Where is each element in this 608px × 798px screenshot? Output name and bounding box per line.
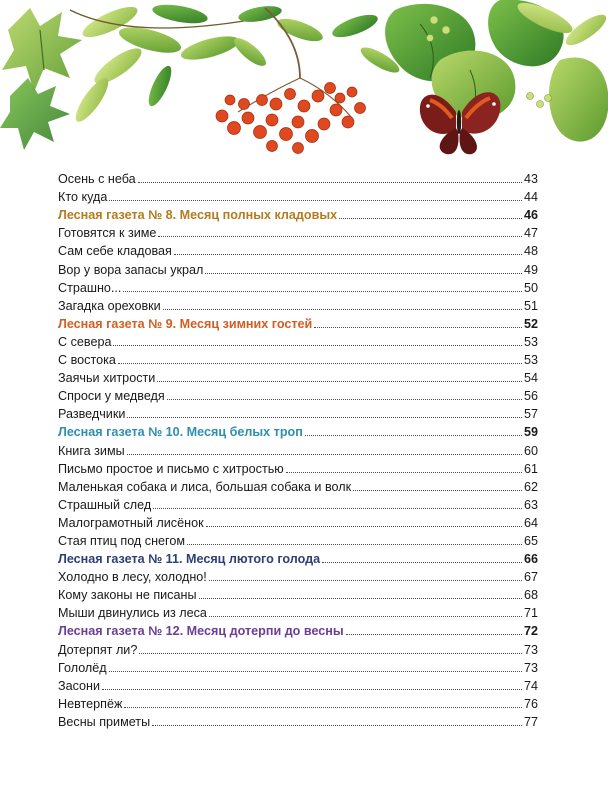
toc-row <box>58 512 538 530</box>
toc-page-number: 73 <box>523 660 538 675</box>
toc-page-number: 67 <box>523 570 538 585</box>
toc-row <box>58 638 538 656</box>
toc-page-number: 72 <box>523 624 538 639</box>
toc-dot-leader <box>102 689 522 690</box>
toc-page-number: 46 <box>523 208 538 223</box>
toc-entry-title: Разведчики <box>58 407 126 422</box>
toc-dot-leader <box>322 562 522 563</box>
toc-row <box>58 295 538 313</box>
toc-dot-leader <box>113 345 522 346</box>
toc-dot-leader <box>209 616 522 617</box>
toc-entry-title: Письмо простое и письмо с хитростью <box>58 461 284 476</box>
toc-dot-leader <box>158 236 522 237</box>
toc-entry-title: Малограмотный лисёнок <box>58 515 204 530</box>
toc-entry-title: Мыши двинулись из леса <box>58 606 207 621</box>
toc-row <box>58 403 538 421</box>
toc-page-number: 48 <box>523 244 538 259</box>
leaves-illustration <box>0 0 608 162</box>
toc-page-number: 50 <box>523 280 538 295</box>
toc-row <box>58 693 538 711</box>
toc-dot-leader <box>109 671 522 672</box>
toc-row <box>58 439 538 457</box>
toc-row <box>58 584 538 602</box>
toc-row <box>58 258 538 276</box>
toc-dot-leader <box>153 508 522 509</box>
toc-row <box>58 222 538 240</box>
toc-section-title: Лесная газета № 10. Месяц белых троп <box>58 425 303 440</box>
toc-dot-leader <box>167 399 522 400</box>
toc-page-number: 63 <box>523 497 538 512</box>
toc-page-number: 44 <box>523 190 538 205</box>
toc-row <box>58 331 538 349</box>
toc-dot-leader <box>314 327 522 328</box>
toc-page-number: 74 <box>523 678 538 693</box>
toc-dot-leader <box>206 526 522 527</box>
toc-row <box>58 385 538 403</box>
toc-row <box>58 711 538 729</box>
toc-row <box>58 349 538 367</box>
toc-page-number: 64 <box>523 515 538 530</box>
toc-page-number: 76 <box>523 696 538 711</box>
toc-section-title: Лесная газета № 8. Месяц полных кладовых <box>58 208 338 223</box>
toc-section-row <box>58 313 538 331</box>
toc-entry-title: Вор у вора запасы украл <box>58 262 204 277</box>
toc-entry-title: Засони <box>58 678 101 693</box>
toc-dot-leader <box>157 381 522 382</box>
toc-entry-title: Страшно... <box>58 280 122 295</box>
toc-entry-title: Спроси у медведя <box>58 389 165 404</box>
toc-dot-leader <box>127 454 522 455</box>
toc-row <box>58 657 538 675</box>
toc-entry-title: Готовятся к зиме <box>58 226 157 241</box>
toc-row <box>58 494 538 512</box>
toc-dot-leader <box>305 435 522 436</box>
toc-entry-title: Сам себе кладовая <box>58 244 172 259</box>
toc-page-number: 61 <box>523 461 538 476</box>
toc-row <box>58 277 538 295</box>
toc-dot-leader <box>209 580 522 581</box>
ash-leaves-icon <box>70 1 250 126</box>
toc-entry-title: Кому законы не писаны <box>58 588 197 603</box>
toc-page-number: 53 <box>523 353 538 368</box>
toc-row <box>58 458 538 476</box>
toc-dot-leader <box>346 634 522 635</box>
toc-dot-leader <box>109 200 522 201</box>
toc-section-row <box>58 421 538 439</box>
toc-entry-title: С востока <box>58 353 116 368</box>
toc-page-number: 57 <box>523 407 538 422</box>
toc-page-number: 66 <box>523 552 538 567</box>
toc-dot-leader <box>127 417 522 418</box>
toc-row <box>58 240 538 258</box>
rowan-berries-icon <box>216 83 366 154</box>
toc-section-title: Лесная газета № 9. Месяц зимних гостей <box>58 316 313 331</box>
toc-entry-title: Страшный след <box>58 497 152 512</box>
toc-page-number: 49 <box>523 262 538 277</box>
toc-dot-leader <box>286 472 522 473</box>
maple-leaf-left-icon <box>0 8 82 150</box>
toc-page-number: 60 <box>523 443 538 458</box>
toc-row <box>58 186 538 204</box>
toc-entry-title: Загадка ореховки <box>58 298 161 313</box>
toc-section-title: Лесная газета № 12. Месяц дотерпи до весны <box>58 624 344 639</box>
toc-page-number: 54 <box>523 371 538 386</box>
toc-dot-leader <box>353 490 522 491</box>
toc-section-title: Лесная газета № 11. Месяц лютого голода <box>58 552 321 567</box>
toc-row <box>58 367 538 385</box>
toc-entry-title: Заячьи хитрости <box>58 371 156 386</box>
toc-entry-title: Осень с неба <box>58 172 136 187</box>
toc-page-number: 71 <box>523 606 538 621</box>
toc-dot-leader <box>174 254 522 255</box>
toc-page-number: 73 <box>523 642 538 657</box>
toc-entry-title: С севера <box>58 334 112 349</box>
toc-page-number: 62 <box>523 479 538 494</box>
toc-row <box>58 602 538 620</box>
toc-page-number: 52 <box>523 316 538 331</box>
table-of-contents <box>58 168 538 729</box>
toc-page-number: 56 <box>523 389 538 404</box>
toc-page-number: 53 <box>523 334 538 349</box>
toc-dot-leader <box>187 544 522 545</box>
toc-page-number: 47 <box>523 226 538 241</box>
toc-entry-title: Невтерпёж <box>58 696 123 711</box>
toc-dot-leader <box>205 273 522 274</box>
toc-entry-title: Дотерпят ли? <box>58 642 138 657</box>
toc-dot-leader <box>163 309 522 310</box>
toc-entry-title: Гололёд <box>58 660 107 675</box>
toc-entry-title: Книга зимы <box>58 443 125 458</box>
toc-row <box>58 476 538 494</box>
toc-page-number: 43 <box>523 172 538 187</box>
toc-dot-leader <box>124 707 522 708</box>
toc-dot-leader <box>138 182 522 183</box>
toc-entry-title: Маленькая собака и лиса, большая собака и волк <box>58 479 352 494</box>
toc-dot-leader <box>123 291 522 292</box>
toc-row <box>58 675 538 693</box>
toc-section-row <box>58 620 538 638</box>
toc-entry-title: Стая птиц под снегом <box>58 533 186 548</box>
toc-dot-leader <box>339 218 522 219</box>
toc-dot-leader <box>139 653 522 654</box>
toc-row <box>58 168 538 186</box>
toc-entry-title: Весны приметы <box>58 714 151 729</box>
toc-page-number: 65 <box>523 533 538 548</box>
toc-row <box>58 530 538 548</box>
toc-row <box>58 566 538 584</box>
toc-page-number: 59 <box>523 425 538 440</box>
toc-entry-title: Кто куда <box>58 190 108 205</box>
toc-page-number: 51 <box>523 298 538 313</box>
toc-section-row <box>58 204 538 222</box>
toc-page-number: 77 <box>523 714 538 729</box>
toc-section-row <box>58 548 538 566</box>
toc-dot-leader <box>152 725 522 726</box>
toc-dot-leader <box>118 363 522 364</box>
toc-page-number: 68 <box>523 588 538 603</box>
toc-dot-leader <box>199 598 522 599</box>
toc-entry-title: Холодно в лесу, холодно! <box>58 570 207 585</box>
